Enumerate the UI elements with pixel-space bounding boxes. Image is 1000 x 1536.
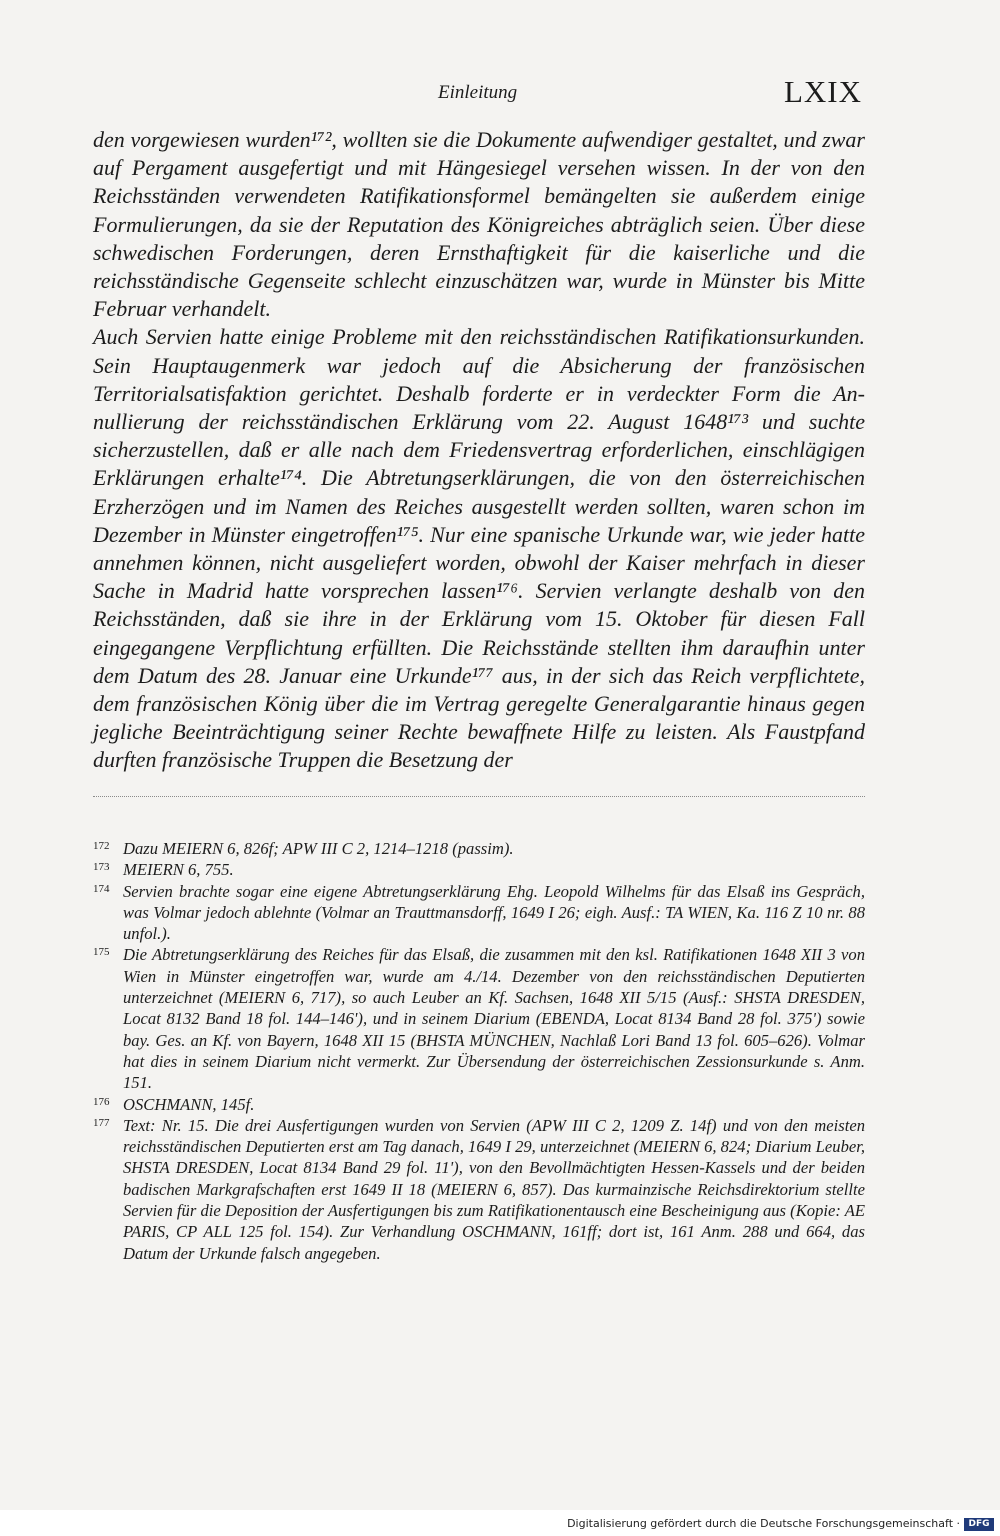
body-paragraph: den vorgewiesen wurden¹⁷², wollten sie die Dokumente aufwendiger gestaltet, und zwar auf Pergament ausgefertigt und mit Hängesiegel versehen wissen. In der von den Reichsständen verwendeten Ratifikationsformel bemängelten sie außerdem einige Formulierungen, da sie der Reputation des Königreiches abträglich seien. Über diese schwedischen Forderungen, deren Ernsthaftigkeit für die kaiserliche und die reichsständische Gegenseite schlecht einzuschätzen war, wurde in Münster bis Mitte Februar verhandelt. — [93, 127, 865, 322]
dfg-logo: DFG — [964, 1518, 994, 1531]
footnote-divider — [93, 796, 865, 797]
body-paragraph: Auch Servien hatte einige Probleme mit den reichsständischen Ratifikationsurkunden. Sein Hauptaugenmerk war jedoch auf die Absicherung der französischen Territorialsatisfaktion gerichtet. Deshalb forderte er in verdeckter Form die Annullierung der reichsständischen Erklärung vom 22. August 1648¹⁷³ und suchte sicherzustellen, daß er alle nach dem Friedensvertrag erforderlichen, einschlägigen Erklärungen erhalte¹⁷⁴. Die Abtretungserklärungen, die von den österreichischen Erzherzögen und im Namen des Reiches ausgestellt werden sollten, waren schon im Dezember in Münster eingetroffen¹⁷⁵. Nur eine spanische Urkunde war, wie jeder hatte annehmen können, nicht ausgeliefert worden, obwohl der Kaiser mehrfach in dieser Sache in Madrid hatte vorsprechen lassen¹⁷⁶. Servien verlangte deshalb von den Reichsständen, daß sie ihre in der Erklärung vom 15. Oktober für diesen Fall eingegangene Verpflichtung erfüllten. Die Reichsstände stellten ihm daraufhin unter dem Datum des 28. Januar eine Urkunde¹⁷⁷ aus, in der sich das Reich verpflichtete, dem französischen König über die im Vertrag geregelte Generalgarantie hinaus gegen jegliche Beeinträchtigung seiner Rechte bewaffnete Hilfe zu leisten. Als Faustpfand durften französische Truppen die Besetzung der — [93, 324, 865, 773]
footnote — [93, 859, 865, 880]
footnote — [93, 881, 865, 945]
footnote — [93, 1094, 865, 1115]
footnote — [93, 944, 865, 1093]
funding-notice: Digitalisierung gefördert durch die Deutsche Forschungsgemeinschaft · — [567, 1517, 960, 1530]
footnote-text: Text: Nr. 15. Die drei Ausfertigungen wurden von Servien (APW III C 2, 1209 Z. 14f) und von den meisten reichsständischen Deputierten erst am Tag danach, 1649 I 29, unterzeichnet (MEIERN 6, 824; Diarium Leuber, SHSTA DRESDEN, Locat 8134 Band 29 fol. 11'), von den Bevollmächtigten Hessen-Kassels und der beiden badischen Markgrafschaften erst 1649 II 18 (MEIERN 6, 857). Das kurmainzische Reichsdirektorium stellte Servien für die Deposition der Ausfertigungen bis zum Ratifikationentausch eine Bescheinigung aus (Kopie: AE PARIS, CP ALL 125 fol. 154). Zur Verhandlung OSCHMANN, 161ff; dort ist, 161 Anm. 288 und 664, das Datum der Urkunde falsch angegeben. — [123, 1115, 865, 1263]
footnote — [93, 838, 865, 859]
footnote-number: 175 — [93, 946, 110, 959]
footnote-number: 174 — [93, 882, 110, 895]
running-title: Einleitung — [438, 82, 518, 103]
footnote-number: 172 — [93, 840, 110, 852]
footnote-text: OSCHMANN, 145f. — [123, 1094, 255, 1114]
footnotes — [93, 838, 865, 1264]
footnote-text: MEIERN 6, 755. — [123, 860, 234, 880]
footnote-number: 173 — [93, 861, 110, 874]
footnote-text: Servien brachte sogar eine eigene Abtretungserklärung Ehg. Leopold Wilhelms für das Elsaß ins Gespräch, was Volmar jedoch ablehnte (Volmar an Trauttmansdorff, 1649 I 26; eigh. Ausf.: TA WIEN, Ka. 116 Z 10 nr. 88 unfol.). — [123, 881, 865, 944]
footnote-text: Dazu MEIERN 6, 826f; APW III C 2, 1214–1218 (passim). — [123, 839, 514, 858]
footnote-number: 177 — [93, 1116, 110, 1129]
page-number: LXIX — [783, 74, 862, 109]
footnote-number: 176 — [93, 1095, 110, 1108]
footnote-text: Die Abtretungserklärung des Reiches für das Elsaß, die zusammen mit den ksl. Ratifikationen 1648 XII 3 von Wien in Münster eingetroffen war, wurde am 4./14. Dezember von den reichsständischen Deputierten unterzeichnet (MEIERN 6, 717), so auch Leuber an Kf. Sachsen, 1648 XII 5/15 (Ausf.: SHSTA DRESDEN, Locat 8132 Band 18 fol. 144–146'), und in seinem Diarium (EBENDA, Locat 8134 Band 28 fol. 375') sowie bay. Ges. an Kf. von Bayern, 1648 XII 15 (BHSTA MÜNCHEN, Nachlaß Lori Band 13 fol. 605–626). Volmar hat dies in seinem Diarium nicht vermerkt. Zur Übersendung der österreichischen Zessionsurkunde s. Anm. 151. — [123, 945, 865, 1093]
main-body-text — [93, 126, 865, 775]
footer-bar — [0, 1510, 1000, 1536]
footnote — [93, 1115, 865, 1264]
